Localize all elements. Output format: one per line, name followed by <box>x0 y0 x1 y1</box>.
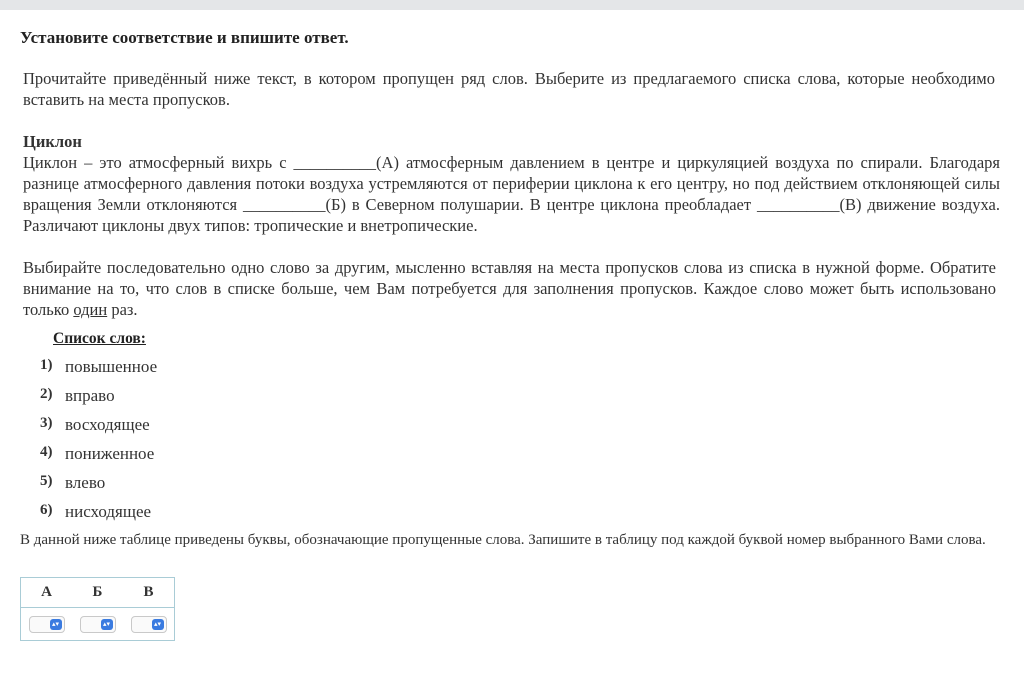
table-instructions: В данной ниже таблице приведены буквы, обозначающие пропущенные слова. Запишите в таблицу под каждой буквой номер выбранного Вами слова. <box>20 532 986 548</box>
instructions-text <box>23 257 996 320</box>
word-list-item <box>40 471 157 500</box>
instructions-before: Выбирайте последовательно одно слово за другим, мысленно вставляя на места пропусков слова из списка в нужной форме. Обратите внимание на то, что слов в списке больше, чем Вам потребуется для заполнения пропусков. Каждое слово может быть использовано только <box>23 258 996 319</box>
word-list-item <box>40 500 157 529</box>
column-header-v: В <box>143 584 154 600</box>
word-list-item <box>40 384 157 413</box>
answer-cell-b <box>72 616 123 633</box>
word-number: 5) <box>40 473 53 489</box>
word-text: вправо <box>65 386 115 405</box>
word-text: восходящее <box>65 415 150 434</box>
answer-select-a[interactable] <box>29 616 65 633</box>
task-title: Установите соответствие и впишите ответ. <box>20 28 349 47</box>
answer-row <box>21 608 174 641</box>
word-list-item <box>40 355 157 384</box>
story-title: Циклон <box>23 132 82 151</box>
answer-select-v[interactable] <box>131 616 167 633</box>
word-number: 1) <box>40 357 53 373</box>
answer-select-b[interactable] <box>80 616 116 633</box>
word-text: нисходящее <box>65 502 152 521</box>
updown-chevron-icon: ▴▾ <box>101 619 113 630</box>
column-header-b: Б <box>92 584 103 600</box>
top-bar <box>0 0 1024 10</box>
word-number: 4) <box>40 444 53 460</box>
answer-cell-v <box>123 616 174 633</box>
instructions-after: раз. <box>107 300 138 319</box>
word-text: пониженное <box>65 444 155 463</box>
word-list-title: Список слов: <box>53 330 146 347</box>
story-block <box>23 131 1000 236</box>
intro-text: Прочитайте приведённый ниже текст, в котором пропущен ряд слов. Выберите из предлагаемого списка слова, которые необходимо вставить на места пропусков. <box>23 69 995 109</box>
word-list-item <box>40 413 157 442</box>
word-list-item <box>40 442 157 471</box>
answer-table-header <box>21 578 174 608</box>
column-header-a: А <box>41 584 52 600</box>
word-number: 2) <box>40 386 53 402</box>
word-list <box>40 355 157 529</box>
answer-table <box>20 577 175 641</box>
story-text: Циклон – это атмосферный вихрь с __________(А) атмосферным давлением в центре и циркуляцией воздуха по спирали. Благодаря разнице атмосферного давления потоки воздуха устремляются от периферии циклона к его центру, но под действием отклоняющей силы вращения Земли отклоняются __________(Б) в Северном полушарии. В центре циклона преобладает __________(В) движение воздуха. Различают циклоны двух типов: тропические и внетропические. <box>23 153 1000 235</box>
instructions-emphasis: один <box>73 300 108 319</box>
word-number: 6) <box>40 502 53 518</box>
updown-chevron-icon: ▴▾ <box>50 619 62 630</box>
word-number: 3) <box>40 415 53 431</box>
updown-chevron-icon: ▴▾ <box>152 619 164 630</box>
answer-cell-a <box>21 616 72 633</box>
word-text: влево <box>65 473 106 492</box>
word-text: повышенное <box>65 357 158 376</box>
